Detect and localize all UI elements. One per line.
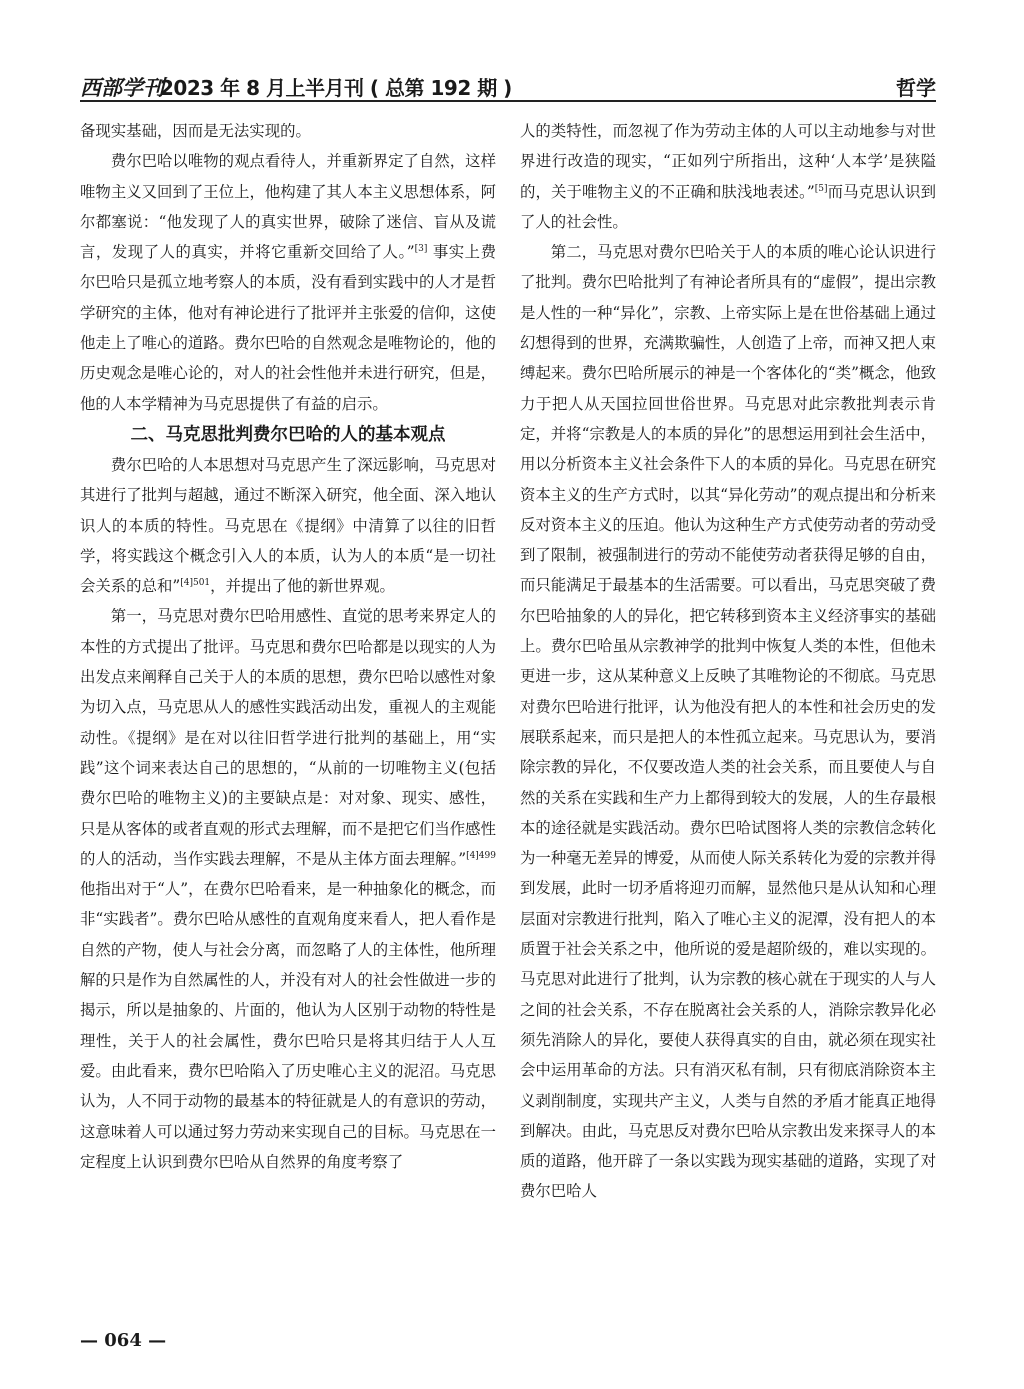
right-column <box>520 116 936 1207</box>
running-header <box>80 70 936 102</box>
paragraph-text: 事实上费尔巴哈只是孤立地考察人的本质，没有看到实践中的人才是哲学研究的主体，他对有神论进行了批评并主张爱的信仰，这使他走上了唯心的道路。费尔巴哈的自然观念是唯物论的，他的历史观念是唯心论的，对人的社会性他并未进行研究，但是，他的人本学精神为马克思提供了有益的启示。 <box>80 243 496 413</box>
paragraph-text: 人的类特性，而忽视了作为劳动主体的人可以主动地参与对世界进行改造的现实，“正如列宁所指出，这种‘人本学’是狭隘的，关于唯物主义的不正确和肤浅地表述。” <box>520 122 936 201</box>
section-title: 哲学 <box>896 76 936 100</box>
paragraph-text: 第一，马克思对费尔巴哈用感性、直觉的思考来界定人的本性的方式提出了批评。马克思和费尔巴哈都是以现实的人为出发点来阐释自己关于人的本质的思想，费尔巴哈以感性对象为切入点，马克思从人的感性实践活动出发，重视人的主观能动性。《提纲》是在对以往旧哲学进行批判的基础上，用“实践”这个词来表达自己的思想的，“从前的一切唯物主义(包括费尔巴哈的唯物主义)的主要缺点是：对对象、现实、感性，只是从客体的或者直观的形式去理解，而不是把它们当作感性的人的活动，当作实践去理解，不是从主体方面去理解。” <box>80 607 496 868</box>
left-column <box>80 116 496 1177</box>
paragraph <box>80 601 496 1177</box>
paragraph: 备现实基础，因而是无法实现的。 <box>80 122 311 140</box>
citation-ref: [4]501 <box>180 578 211 589</box>
page-number: — 064 — <box>80 1330 167 1351</box>
citation-ref: [5] <box>814 183 828 194</box>
paragraph: 第二，马克思对费尔巴哈关于人的本质的唯心论认识进行了批判。费尔巴哈批判了有神论者所具有的“虚假”，提出宗教是人性的一种“异化”，宗教、上帝实际上是在世俗基础上通过幻想得到的世界，充满欺骗性，人创造了上帝，而神又把人束缚起来。费尔巴哈所展示的神是一个客体化的“类”概念，他致力于把人从天国拉回世俗世界。马克思对此宗教批判表示肯定，并将“宗教是人的本质的异化”的思想运用到社会生活中，用以分析资本主义社会条件下人的本质的异化。马克思在研究资本主义的生产方式时，以其“异化劳动”的观点提出和分析来反对资本主义的压迫。他认为这种生产方式使劳动者的劳动受到了限制，被强制进行的劳动不能使劳动者获得足够的自由，而只能满足于最基本的生活需要。可以看出，马克思突破了费尔巴哈抽象的人的异化，把它转移到资本主义经济事实的基础上。费尔巴哈虽从宗教神学的批判中恢复人类的本性，但他未更进一步，这从某种意义上反映了其唯物论的不彻底。马克思对费尔巴哈进行批评，认为他没有把人的本性和社会历史的发展联系起来，而只是把人的本性孤立起来。马克思认为，要消除宗教的异化，不仅要改造人类的社会关系，而且要使人与自然的关系在实践和生产力上都得到较大的发展，人的生存最根本的途径就是实践活动。费尔巴哈试图将人类的宗教信念转化为一种毫无差异的博爱，从而使人际关系转化为爱的宗教并得到发展，此时一切矛盾将迎刃而解，显然他只是从认知和心理层面对宗教进行批判，陷入了唯心主义的泥潭，没有把人的本质置于社会关系之中，他所说的爱是超阶级的，难以实现的。马克思对此进行了批判，认为宗教的核心就在于现实的人与人之间的社会关系，不存在脱离社会关系的人，消除宗教异化必须先消除人的异化，要使人获得真实的自由，就必须在现实社会中运用革命的方法。只有消灭私有制，只有彻底消除资本主义剥削制度，实现共产主义，人类与自然的矛盾才能真正地得到解决。由此，马克思反对费尔巴哈从宗教出发来探寻人的本质的道路，他开辟了一条以实践为现实基础的道路，实现了对费尔巴哈人 <box>520 243 936 1201</box>
citation-ref: [4]499 <box>466 850 496 861</box>
paragraph-text: 费尔巴哈以唯物的观点看待人，并重新界定了自然，这样唯物主义又回到了王位上，他构建了其人本主义思想体系，阿尔都塞说：“他发现了人的真实世界，破除了迷信、盲从及谎言，发现了人的真实，并将它重新交回给了人。” <box>80 152 496 262</box>
paragraph-text: 费尔巴哈的人本思想对马克思产生了深远影响，马克思对其进行了批判与超越，通过不断深入研究，他全面、深入地认识人的本质的特性。马克思在《提纲》中清算了以往的旧哲学，将实践这个概念引入人的本质，认为人的本质“是一切社会关系的总和” <box>80 455 496 596</box>
issue-info: 2023 年 8 月上半月刊 ( 总第 192 期 ) <box>160 76 512 100</box>
section-heading: 二、马克思批判费尔巴哈的人的基本观点 <box>130 424 446 445</box>
paragraph-text: 他指出对于“人”，在费尔巴哈看来，是一种抽象化的概念，而非“实践者”。费尔巴哈从感性的直观角度来看人，把人看作是自然的产物，使人与社会分离，而忽略了人的主体性，他所理解的只是作为自然属性的人，并没有对人的社会性做进一步的揭示，所以是抽象的、片面的，他认为人区别于动物的特性是理性，关于人的社会属性，费尔巴哈只是将其归结于人人互爱。由此看来，费尔巴哈陷入了历史唯心主义的泥沼。马克思认为，人不同于动物的最基本的特征就是人的有意识的劳动，这意味着人可以通过努力劳动来实现自己的目标。马克思在一定程度上认识到费尔巴哈从自然界的角度考察了 <box>80 880 496 1171</box>
paragraph-text: ，并提出了他的新世界观。 <box>210 577 395 596</box>
paragraph <box>520 116 936 237</box>
paragraph <box>80 450 496 601</box>
citation-ref: [3] <box>414 244 428 255</box>
paragraph <box>80 146 496 419</box>
paragraph-text: 而马克思认识到了人的社会性。 <box>520 182 936 231</box>
journal-logo: 西部学刊 <box>80 75 164 100</box>
